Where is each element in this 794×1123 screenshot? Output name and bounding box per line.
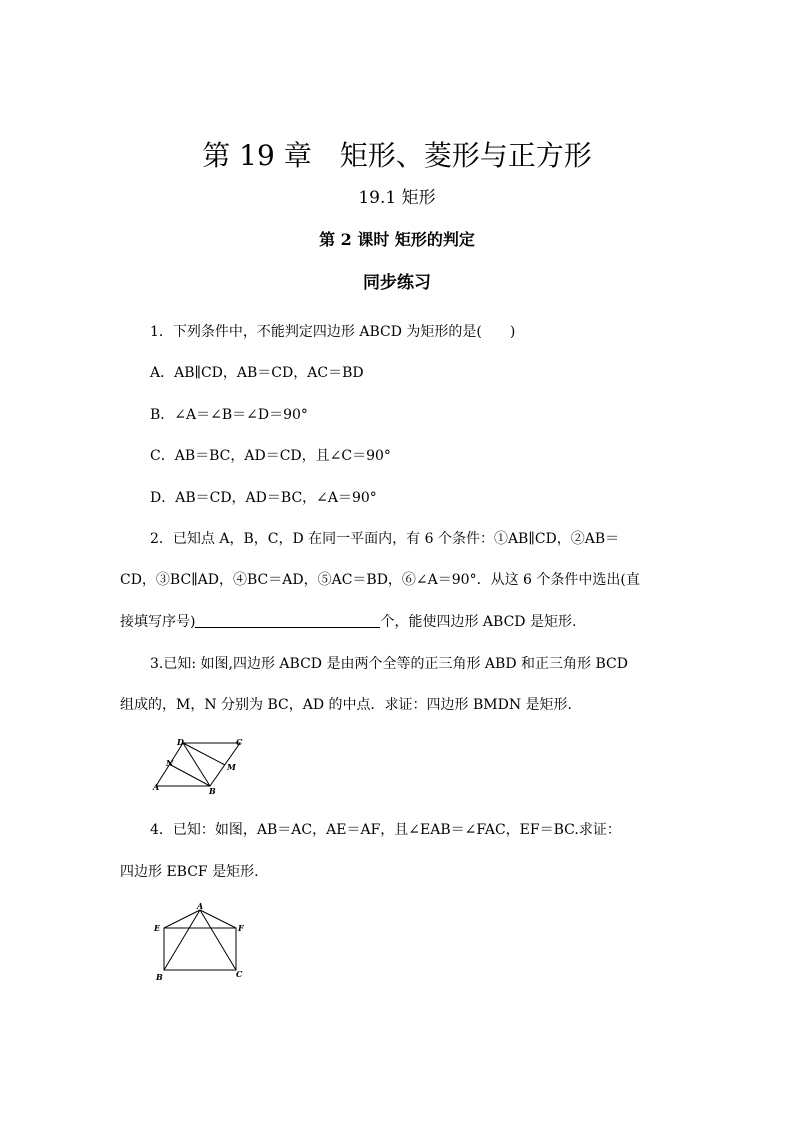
segment-dm xyxy=(183,743,225,765)
question-4-figure xyxy=(150,900,260,985)
figure-label-a: A xyxy=(197,901,204,911)
question-3-line-2: 组成的，M，N 分别为 BC，AD 的中点．求证：四边形 BMDN 是矩形. xyxy=(120,697,572,713)
question-3-line-1: 3.已知: 如图,四边形 ABCD 是由两个全等的正三角形 ABD 和正三角形 BCD xyxy=(150,656,628,672)
lesson-title: 第 2 课时 矩形的判定 xyxy=(319,230,475,249)
question-2-line-3 xyxy=(120,611,576,631)
figure-label-a: A xyxy=(153,782,160,792)
segment-nb xyxy=(169,764,210,786)
question-2-line-3-before: 接填写序号) xyxy=(120,614,196,630)
diagonal-db xyxy=(183,743,210,786)
answer-blank[interactable] xyxy=(195,613,380,628)
question-3-figure xyxy=(148,735,258,797)
figure-label-n: N xyxy=(166,758,174,768)
practice-heading: 同步练习 xyxy=(363,273,431,293)
question-2-line-1: 2．已知点 A，B，C，D 在同一平面内，有 6 个条件：①AB∥CD，②AB＝ xyxy=(150,531,620,547)
figure-label-m: M xyxy=(227,762,236,772)
question-1-stem: 1．下列条件中，不能判定四边形 ABCD 为矩形的是( ) xyxy=(150,324,516,340)
figure-label-b: B xyxy=(156,972,163,982)
section-title: 19.1 矩形 xyxy=(358,188,436,208)
chapter-title: 第 19 章 矩形、菱形与正方形 xyxy=(202,139,592,172)
figure-label-d: D xyxy=(177,737,184,747)
question-4-line-1: 4．已知：如图，AB＝AC，AE＝AF，且∠EAB＝∠FAC，EF＝BC.求证： xyxy=(150,822,621,838)
figure-label-f: F xyxy=(238,923,244,933)
question-1-option-c: C．AB＝BC，AD＝CD，且∠C＝90° xyxy=(150,448,391,464)
question-1-option-a: A．AB∥CD，AB＝CD，AC＝BD xyxy=(150,365,364,381)
figure-label-b: B xyxy=(209,786,216,796)
question-1-option-d: D．AB＝CD，AD＝BC，∠A＝90° xyxy=(150,490,377,506)
question-1-option-b: B．∠A＝∠B＝∠D＝90° xyxy=(150,407,308,423)
figure-label-e: E xyxy=(154,923,161,933)
question-2-line-3-after: 个，能使四边形 ABCD 是矩形. xyxy=(380,614,577,630)
figure-label-c: C xyxy=(236,969,243,979)
rectangle-ebcf xyxy=(164,928,236,970)
figure-label-c: C xyxy=(236,737,243,747)
question-2-line-2: CD，③BC∥AD，④BC＝AD，⑤AC＝BD，⑥∠A＝90°．从这 6 个条件中选出(直 xyxy=(120,572,640,588)
question-4-line-2: 四边形 EBCF 是矩形. xyxy=(120,864,259,880)
